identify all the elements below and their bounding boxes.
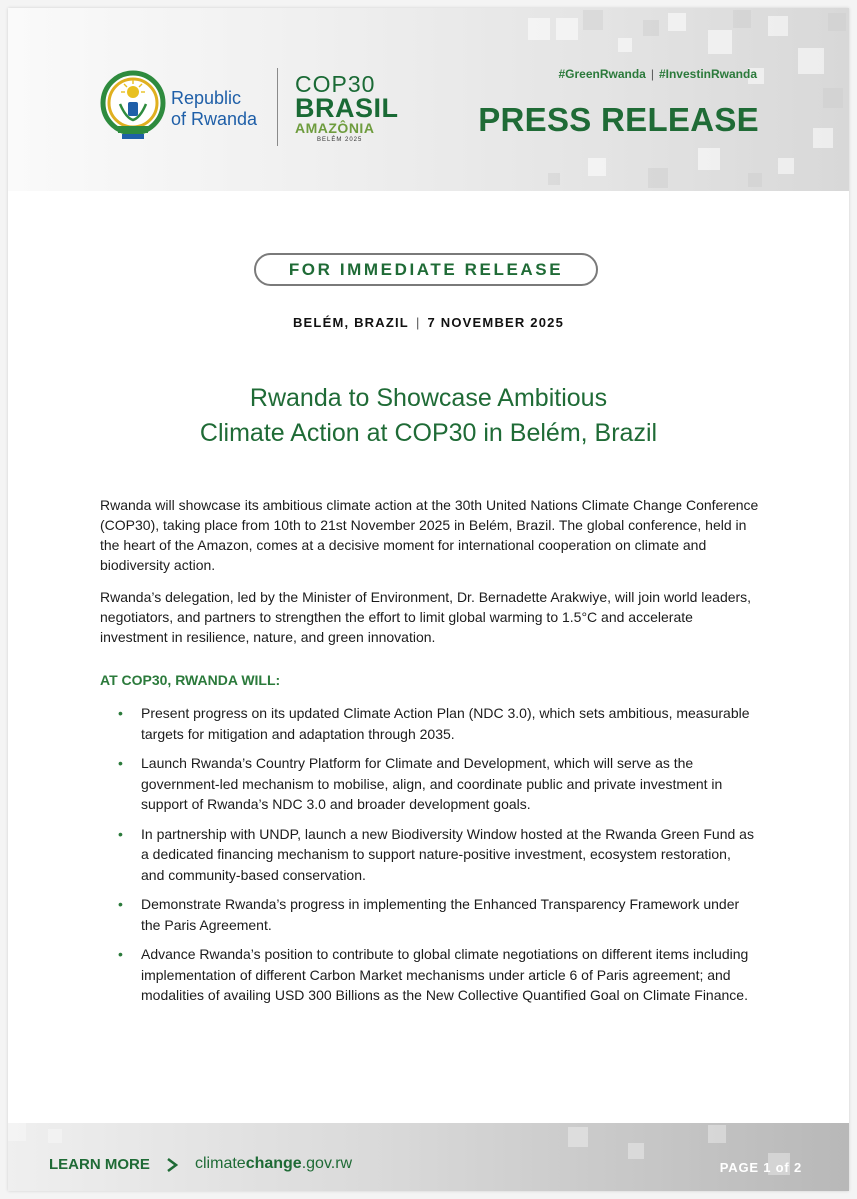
cop-region: AMAZÔNIA (295, 120, 375, 136)
hashtag-green-rwanda[interactable]: #GreenRwanda (558, 67, 646, 81)
cop30-logo (295, 72, 405, 145)
list-item-text: Present progress on its updated Climate Action Plan (NDC 3.0), which sets ambitious, measurable targets for mitigation and adaptation through 2035. (141, 705, 750, 742)
site-suffix: .gov.rw (301, 1155, 353, 1172)
org-line-2: of Rwanda (171, 109, 258, 129)
chevron-right-icon (166, 1158, 178, 1172)
cop-number: COP30 (295, 71, 376, 97)
page-number: PAGE 1 of 2 (719, 1160, 802, 1175)
action-list (116, 703, 756, 1015)
list-item (116, 944, 756, 1006)
press-release-title: PRESS RELEASE (478, 101, 759, 138)
body-paragraph-1: Rwanda will showcase its ambitious climate action at the 30th United Nations Climate Change Conference (COP30), taking place from 10th to 21st November 2025 in Belém, Brazil. The global conference, held in the heart of the Amazon, comes at a decisive moment for international cooperation on climate and biodiversity action. (100, 497, 759, 573)
rwanda-coat-of-arms-icon (100, 70, 166, 142)
list-item (116, 753, 756, 815)
website-link[interactable] (195, 1155, 352, 1173)
list-item-text: In partnership with UNDP, launch a new Biodiversity Window hosted at the Rwanda Green Fund as a dedicated financing mechanism to support nature-positive investment, ecosystem restoration, and community-based conservation. (141, 825, 754, 883)
dateline (8, 315, 849, 330)
hashtags (558, 67, 757, 81)
dateline-place: BELÉM, BRAZIL (292, 315, 409, 330)
dateline-date: 7 NOVEMBER 2025 (427, 315, 565, 330)
bullet-icon: • (118, 755, 123, 771)
headline-line-1: Rwanda to Showcase Ambitious (249, 384, 608, 412)
list-item (116, 894, 756, 935)
section-subheading: AT COP30, RWANDA WILL: (100, 672, 281, 688)
dateline-separator: | (415, 315, 421, 330)
list-item (116, 824, 756, 886)
immediate-release-badge: FOR IMMEDIATE RELEASE (254, 253, 598, 286)
logo-divider (277, 68, 278, 146)
bullet-icon: • (118, 896, 123, 912)
list-item-text: Demonstrate Rwanda’s progress in implementing the Enhanced Transparency Framework under the Paris Agreement. (141, 896, 740, 933)
site-bold: change (245, 1155, 302, 1172)
headline-line-2: Climate Action at COP30 in Belém, Brazil (199, 419, 658, 447)
bullet-icon: • (118, 825, 123, 842)
list-item (116, 703, 756, 744)
cop-city: BELÉM 2025 (317, 137, 363, 143)
site-prefix: climate (195, 1155, 246, 1172)
republic-of-rwanda-wordmark (171, 88, 257, 130)
bullet-icon: • (118, 705, 123, 721)
bullet-icon: • (118, 946, 123, 962)
list-item-text: Advance Rwanda’s position to contribute to global climate negotiations on different items including implementation of different Carbon Market mechanisms under article 6 of Paris agreement; and modalities of availing USD 300 Billions as the New Collective Quantified Goal on Climate Finance. (141, 946, 749, 1003)
cop-country: BRASIL (295, 93, 399, 123)
org-line-1: Republic (171, 88, 242, 108)
hashtag-invest-in-rwanda[interactable]: #InvestinRwanda (658, 67, 757, 81)
press-release-page (8, 8, 849, 1191)
header-banner (8, 8, 849, 191)
learn-more-link[interactable]: LEARN MORE (49, 1156, 150, 1173)
list-item-text: Launch Rwanda’s Country Platform for Climate and Development, which will serve as the government-led mechanism to mobilise, align, and coordinate public and private investment in support of Rwanda’s NDC 3.0 and broader development goals. (141, 755, 723, 812)
hashtag-separator: | (650, 67, 654, 81)
headline (8, 381, 849, 451)
body-paragraph-2: Rwanda’s delegation, led by the Minister of Environment, Dr. Bernadette Arakwiye, will join world leaders, negotiators, and partners to strengthen the effort to limit global warming to 1.5°C and accelerate investment in resilience, nature, and green innovation. (100, 589, 752, 645)
